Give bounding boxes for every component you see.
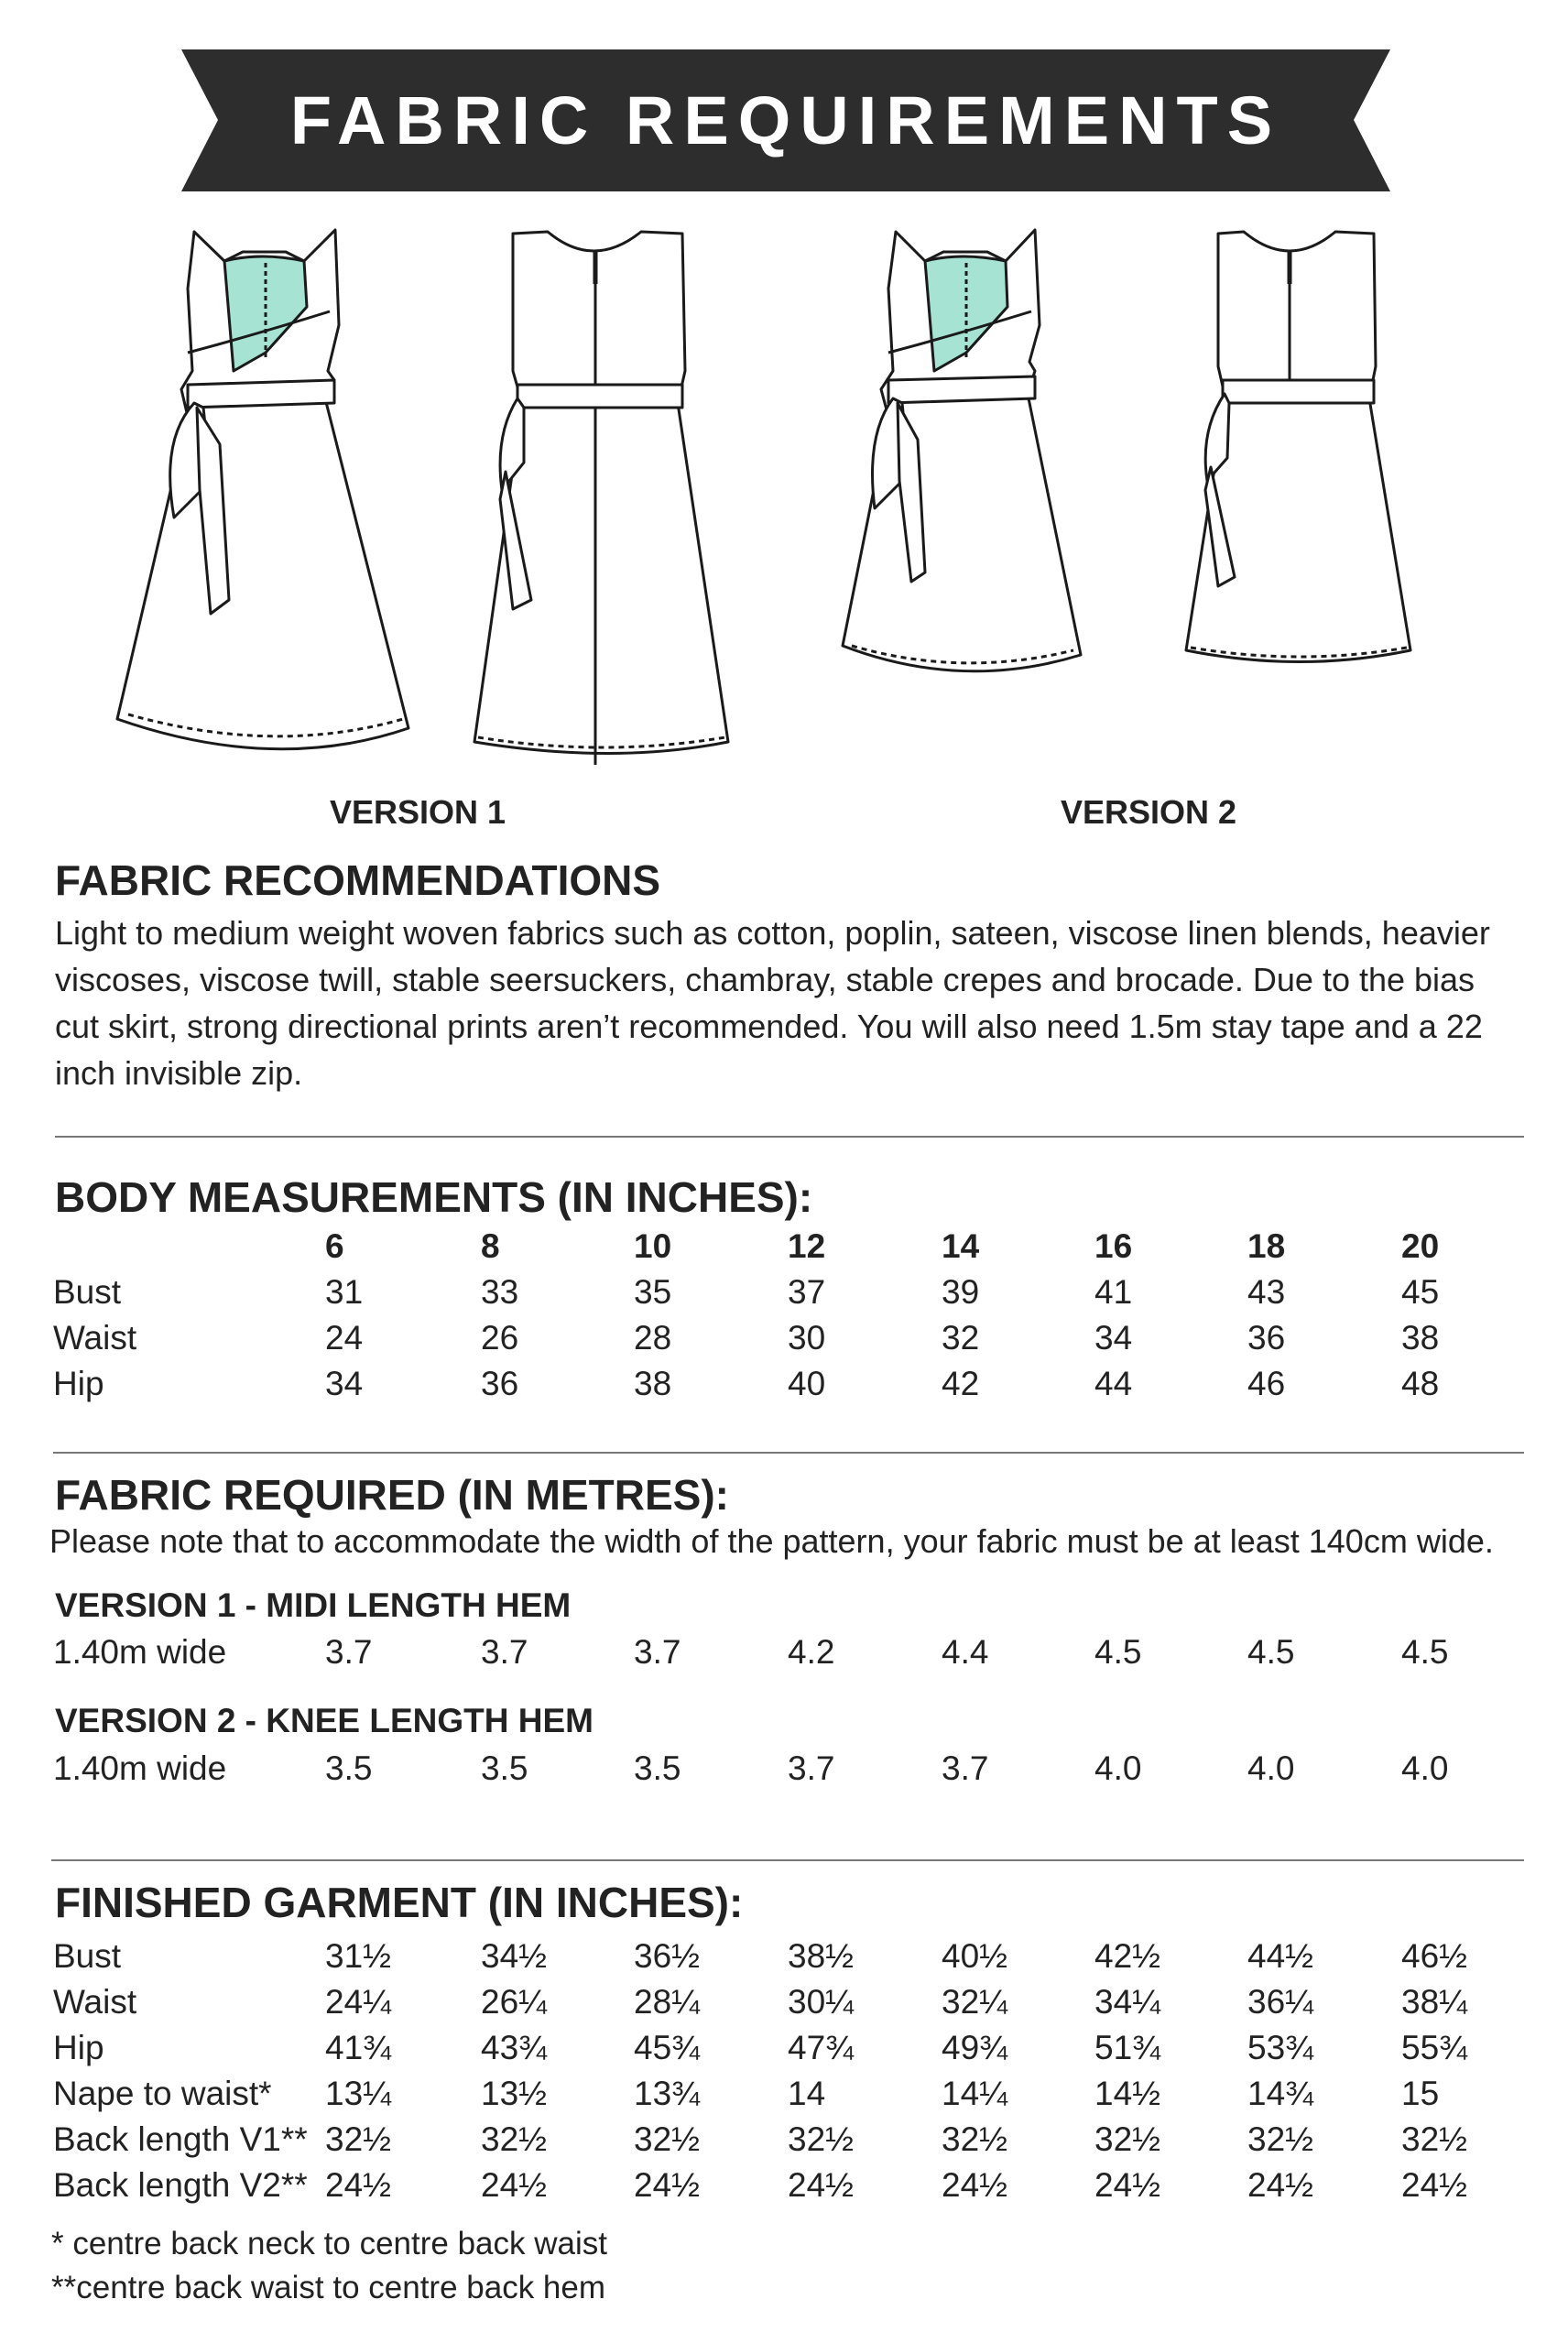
table-cell: 3.7 <box>942 1749 989 1787</box>
table-cell: 43 <box>1247 1273 1286 1311</box>
table-cell: 4.5 <box>1401 1633 1449 1671</box>
table-cell: 34¼ <box>1094 1983 1161 2021</box>
table-cell: 13½ <box>481 2075 548 2112</box>
table-cell: 24½ <box>634 2166 701 2204</box>
table-cell: 47¾ <box>788 2029 855 2066</box>
table-cell: 36¼ <box>1247 1983 1314 2021</box>
table-cell: 3.7 <box>325 1633 373 1671</box>
table-cell: 3.7 <box>788 1749 835 1787</box>
table-cell: 36 <box>481 1365 519 1402</box>
table-cell: 3.5 <box>325 1749 373 1787</box>
version-2-back-drawing <box>1186 232 1410 662</box>
table-cell: 24½ <box>1247 2166 1314 2204</box>
table-cell: 38¼ <box>1401 1983 1468 2021</box>
page-title: FABRIC REQUIREMENTS <box>289 82 1282 158</box>
table-cell: 46½ <box>1401 1937 1468 1975</box>
table-cell: 24½ <box>942 2166 1008 2204</box>
table-cell: 4.0 <box>1247 1749 1295 1787</box>
fabric-required-heading: FABRIC REQUIRED (IN METRES): <box>55 1471 729 1519</box>
version-1-front-drawing <box>117 230 408 749</box>
size-header: 8 <box>481 1227 500 1265</box>
table-cell: 3.5 <box>481 1749 528 1787</box>
table-cell: 14½ <box>1094 2075 1161 2112</box>
table-cell: 14¼ <box>942 2075 1008 2112</box>
table-cell: 4.2 <box>788 1633 835 1671</box>
table-cell: 28¼ <box>634 1983 701 2021</box>
table-cell: 37 <box>788 1273 826 1311</box>
table-cell: 28 <box>634 1319 672 1357</box>
table-cell: 43¾ <box>481 2029 548 2066</box>
divider <box>51 1859 1524 1861</box>
table-cell: 51¾ <box>1094 2029 1161 2066</box>
table-cell: 38½ <box>788 1937 855 1975</box>
size-header: 18 <box>1247 1227 1286 1265</box>
table-cell: 42 <box>942 1365 980 1402</box>
table-cell: 32½ <box>634 2120 701 2158</box>
size-header: 12 <box>788 1227 826 1265</box>
table-cell: 24½ <box>1094 2166 1161 2204</box>
version-2-fabric-heading: VERSION 2 - KNEE LENGTH HEM <box>55 1702 593 1739</box>
table-cell: 14¾ <box>1247 2075 1314 2112</box>
table-cell: 4.4 <box>942 1633 989 1671</box>
row-label: Back length V2** <box>53 2166 308 2204</box>
table-cell: 40 <box>788 1365 826 1402</box>
version-1-label: VERSION 1 <box>330 793 506 831</box>
body-measurements-heading: BODY MEASUREMENTS (IN INCHES): <box>55 1173 813 1221</box>
table-cell: 31 <box>325 1273 364 1311</box>
table-cell: 42½ <box>1094 1937 1161 1975</box>
row-label: Hip <box>53 2029 104 2066</box>
table-cell: 41 <box>1094 1273 1133 1311</box>
dress-illustrations <box>0 215 1568 783</box>
finished-garment-heading: FINISHED GARMENT (IN INCHES): <box>55 1879 744 1926</box>
table-cell: 44 <box>1094 1365 1133 1402</box>
table-cell: 24½ <box>325 2166 392 2204</box>
divider <box>53 1452 1524 1454</box>
table-cell: 38 <box>1401 1319 1440 1357</box>
footnote-back-length: **centre back waist to centre back hem <box>51 2270 606 2305</box>
table-cell: 32½ <box>942 2120 1008 2158</box>
table-cell: 24½ <box>481 2166 548 2204</box>
table-cell: 15 <box>1401 2075 1440 2112</box>
size-header: 16 <box>1094 1227 1133 1265</box>
table-cell: 41¾ <box>325 2029 392 2066</box>
version-2-front-drawing <box>843 230 1081 671</box>
table-cell: 30¼ <box>788 1983 855 2021</box>
table-cell: 40½ <box>942 1937 1008 1975</box>
size-header: 6 <box>325 1227 344 1265</box>
version-1-back-drawing <box>474 232 728 765</box>
table-cell: 53¾ <box>1247 2029 1314 2066</box>
table-cell: 32½ <box>325 2120 392 2158</box>
table-cell: 24½ <box>788 2166 855 2204</box>
version-1-fabric-heading: VERSION 1 - MIDI LENGTH HEM <box>55 1586 572 1624</box>
row-label: Back length V1** <box>53 2120 308 2158</box>
table-cell: 3.5 <box>634 1749 681 1787</box>
title-banner <box>181 49 1390 191</box>
version-2-label: VERSION 2 <box>1061 793 1237 831</box>
row-label: Nape to waist* <box>53 2075 272 2112</box>
table-cell: 3.7 <box>634 1633 681 1671</box>
row-label: 1.40m wide <box>53 1749 227 1787</box>
size-header: 10 <box>634 1227 672 1265</box>
table-cell: 14 <box>788 2075 826 2112</box>
table-cell: 32½ <box>788 2120 855 2158</box>
table-cell: 45¾ <box>634 2029 701 2066</box>
table-cell: 39 <box>942 1273 980 1311</box>
table-cell: 32¼ <box>942 1983 1008 2021</box>
fabric-width-note: Please note that to accommodate the width of the pattern, your fabric must be at least 140cm wide. <box>49 1522 1494 1560</box>
table-cell: 31½ <box>325 1937 392 1975</box>
table-cell: 13¼ <box>325 2075 392 2112</box>
footnote-nape: * centre back neck to centre back waist <box>51 2226 607 2261</box>
table-cell: 4.5 <box>1247 1633 1295 1671</box>
table-cell: 26 <box>481 1319 519 1357</box>
table-cell: 32½ <box>1247 2120 1314 2158</box>
table-cell: 34 <box>325 1365 364 1402</box>
table-cell: 30 <box>788 1319 826 1357</box>
row-label: Hip <box>53 1365 104 1402</box>
row-label: Bust <box>53 1273 122 1311</box>
table-cell: 32½ <box>1401 2120 1468 2158</box>
table-cell: 45 <box>1401 1273 1440 1311</box>
table-cell: 38 <box>634 1365 672 1402</box>
table-cell: 32 <box>942 1319 980 1357</box>
table-cell: 48 <box>1401 1365 1440 1402</box>
table-cell: 36½ <box>634 1937 701 1975</box>
table-cell: 49¾ <box>942 2029 1008 2066</box>
row-label: Bust <box>53 1937 122 1975</box>
table-cell: 34 <box>1094 1319 1133 1357</box>
row-label: Waist <box>53 1319 137 1357</box>
size-header: 20 <box>1401 1227 1440 1265</box>
table-cell: 26¼ <box>481 1983 548 2021</box>
table-cell: 32½ <box>1094 2120 1161 2158</box>
table-cell: 3.7 <box>481 1633 528 1671</box>
table-cell: 55¾ <box>1401 2029 1468 2066</box>
recommendations-text: Light to medium weight woven fabrics such as cotton, poplin, sateen, viscose linen blends, heavier viscoses, viscose twill, stable seersuckers, chambray, stable crepes and brocade. Due to the bias cut skirt, strong directional prints aren’t recommended. You will also need 1.5m stay tape and a 22 inch invisible zip. <box>55 914 1490 1092</box>
table-cell: 24 <box>325 1319 364 1357</box>
table-cell: 13¾ <box>634 2075 701 2112</box>
table-cell: 32½ <box>481 2120 548 2158</box>
row-label: Waist <box>53 1983 137 2021</box>
row-label: 1.40m wide <box>53 1633 227 1671</box>
table-cell: 34½ <box>481 1937 548 1975</box>
table-cell: 36 <box>1247 1319 1286 1357</box>
table-cell: 4.0 <box>1401 1749 1449 1787</box>
table-cell: 4.0 <box>1094 1749 1142 1787</box>
table-cell: 35 <box>634 1273 672 1311</box>
table-cell: 44½ <box>1247 1937 1314 1975</box>
table-cell: 24½ <box>1401 2166 1468 2204</box>
table-cell: 46 <box>1247 1365 1286 1402</box>
recommendations-heading: FABRIC RECOMMENDATIONS <box>55 856 661 904</box>
divider <box>55 1136 1524 1138</box>
table-cell: 33 <box>481 1273 519 1311</box>
table-cell: 24¼ <box>325 1983 392 2021</box>
table-cell: 4.5 <box>1094 1633 1142 1671</box>
size-header: 14 <box>942 1227 980 1265</box>
